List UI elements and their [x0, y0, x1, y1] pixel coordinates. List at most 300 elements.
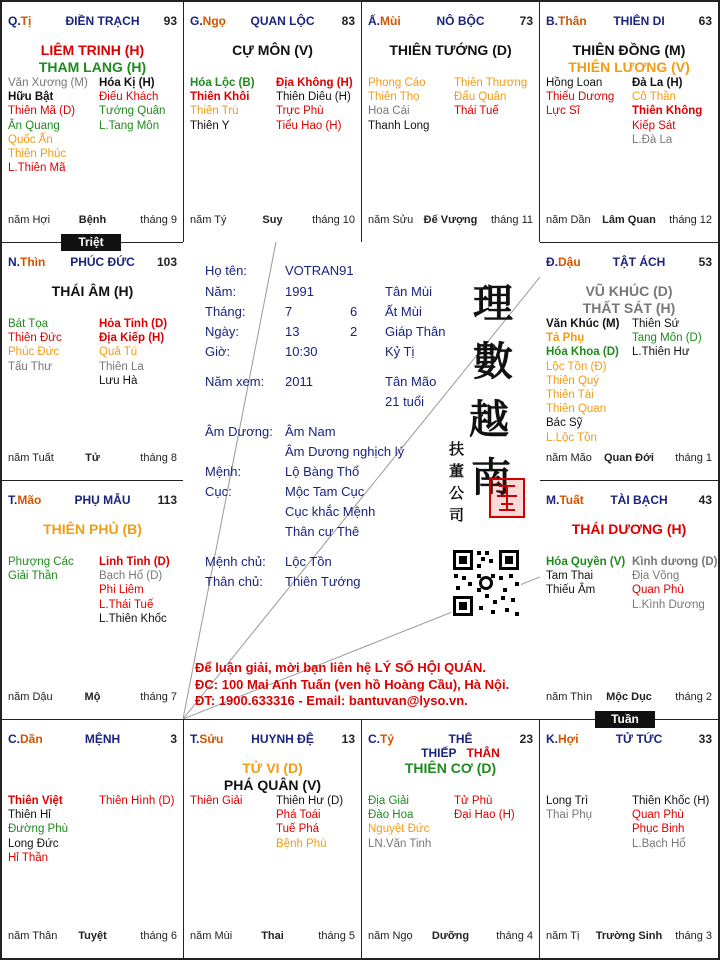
value-thang-am: 6 — [350, 304, 358, 319]
minor-star[interactable]: Thiên Sứ — [632, 318, 680, 330]
palace-number: 13 — [341, 732, 355, 746]
palace-footer — [546, 691, 712, 705]
footer-year: năm Thân — [8, 930, 58, 942]
minor-star[interactable]: Tang Môn (D) — [632, 332, 702, 345]
palace-can: G. — [190, 14, 203, 28]
palace-footer — [546, 452, 712, 466]
palace-header — [8, 14, 177, 30]
footer-stage: Suy — [262, 214, 283, 226]
minor-star[interactable]: Phong Cáo — [368, 77, 426, 89]
palace-mao[interactable] — [1, 480, 184, 720]
calligraphy-char-3: 越 — [469, 396, 509, 443]
minor-star[interactable]: Hữu Bật — [8, 91, 54, 104]
contact-line-2: ĐC: 100 Mai Anh Tuấn (ven hồ Hoàng Cầu), Hà Nội. — [195, 676, 510, 692]
minor-star[interactable]: Bệnh Phù — [276, 837, 327, 850]
palace-house-name: TÀI BẠCH — [610, 493, 668, 507]
palace-number: 113 — [157, 493, 177, 507]
main-star[interactable]: LIÊM TRINH (H) — [40, 42, 145, 58]
footer-year: năm Mùi — [190, 930, 233, 942]
main-star[interactable]: CỰ MÔN (V) — [232, 42, 313, 58]
value-ngay-am: 2 — [350, 324, 358, 339]
minor-star[interactable]: L.Bạch Hổ — [632, 837, 686, 850]
palace-number: 63 — [698, 14, 712, 28]
footer-year: năm Tý — [190, 214, 227, 226]
minor-stars-right — [99, 317, 167, 388]
minor-star[interactable]: Tam Thai — [546, 570, 594, 583]
palace-house-name: PHỤ MẪU — [74, 493, 131, 507]
footer-stage: Trường Sinh — [595, 930, 663, 942]
palace-ti[interactable] — [1, 1, 184, 243]
minor-stars-right — [99, 794, 174, 808]
minor-star[interactable]: Hóa Kị (H) — [99, 77, 155, 89]
palace-tuat[interactable] — [539, 480, 719, 720]
minor-star[interactable]: Thiếu Âm — [546, 584, 596, 597]
palace-ty[interactable] — [361, 719, 540, 959]
minor-star[interactable]: Đẩu Quân — [454, 91, 507, 104]
contact-line-1: Để luận giải, mời bạn liên hệ LÝ SỐ HỘI QUÁN. — [195, 660, 486, 675]
palace-can: N. — [8, 255, 20, 269]
footer-year: năm Mão — [546, 452, 592, 464]
main-star[interactable]: THIÊN TƯỚNG (D) — [389, 42, 512, 58]
palace-chi: Sửu — [199, 732, 224, 746]
minor-star[interactable]: L.Lộc Tồn — [546, 431, 597, 444]
qr-code[interactable] — [451, 548, 521, 618]
label-nam: Năm: — [205, 284, 237, 299]
minor-star[interactable]: Tử Phù — [454, 795, 493, 807]
minor-star[interactable]: Phi Liêm — [99, 584, 144, 597]
palace-can: C. — [8, 732, 20, 746]
minor-star[interactable]: Thiên Y — [190, 119, 230, 132]
footer-stage: Thai — [261, 930, 284, 942]
minor-star[interactable]: Điếu Khách — [99, 91, 159, 104]
minor-stars-left — [8, 76, 88, 175]
minor-star[interactable]: Kình dương (D) — [632, 556, 718, 568]
minor-star[interactable]: Bạch Hổ (D) — [99, 570, 163, 583]
minor-star[interactable]: Đào Hoa — [368, 809, 414, 822]
triet-badge: Triệt — [61, 234, 121, 251]
label-ho-ten: Họ tên: — [205, 263, 247, 278]
minor-star[interactable]: Đà La (H) — [632, 77, 683, 89]
palace-house-name: PHÚC ĐỨC — [70, 255, 135, 269]
minor-stars-left — [8, 317, 62, 374]
palace-can: C. — [368, 732, 380, 746]
palace-can: T. — [190, 732, 200, 746]
palace-header — [368, 14, 533, 30]
palace-chi: Mùi — [380, 14, 401, 28]
footer-stage: Tử — [85, 452, 100, 464]
minor-stars-right — [632, 76, 702, 147]
calligraphy-char-4: 南 — [471, 454, 511, 501]
value-nam: 1991 — [285, 284, 314, 299]
palace-number: 23 — [519, 732, 533, 746]
label-menh: Mệnh: — [205, 464, 242, 479]
value-ngay: 13 — [285, 324, 300, 339]
palace-header — [190, 732, 355, 748]
palace-number: 33 — [698, 732, 712, 746]
footer-month: tháng 9 — [140, 214, 177, 226]
minor-star[interactable]: Quốc Ấn — [8, 133, 53, 146]
minor-star[interactable]: Hỏa Tinh (D) — [99, 318, 168, 330]
value-gio-can: Kỷ Tị — [385, 344, 415, 359]
minor-star[interactable]: Thái Tuế — [454, 105, 499, 118]
footer-year: năm Dậu — [8, 691, 53, 703]
value-menh-chu: Lộc Tồn — [285, 554, 332, 569]
minor-star[interactable]: L.Tang Môn — [99, 119, 160, 132]
footer-month: tháng 12 — [669, 214, 712, 226]
palace-dau[interactable] — [539, 242, 719, 481]
footer-year: năm Thìn — [546, 691, 593, 703]
footer-month: tháng 2 — [675, 691, 712, 703]
minor-star[interactable]: Hồng Loan — [546, 77, 603, 89]
minor-star[interactable]: Giải Thần — [8, 570, 58, 583]
minor-star[interactable]: L.Kình Dương — [632, 598, 705, 611]
minor-star[interactable]: Tướng Quân — [99, 105, 166, 118]
minor-star[interactable]: Thiên Hỉ — [8, 809, 51, 822]
minor-stars-right — [632, 317, 702, 360]
minor-star[interactable]: Long Trì — [546, 795, 589, 807]
small-char-3: 公 — [449, 484, 465, 502]
value-cuc: Mộc Tam Cục — [285, 484, 365, 499]
minor-star[interactable]: Hóa Lộc (B) — [190, 77, 255, 89]
minor-star[interactable]: L.Thái Tuế — [99, 598, 154, 611]
minor-star[interactable]: L.Thiên Hư — [632, 346, 690, 359]
palace-house-name: HUYNH ĐỆ — [251, 732, 314, 746]
minor-star[interactable]: Hoa Cái — [368, 105, 410, 118]
contact-block — [195, 660, 509, 710]
palace-chi: Dần — [20, 732, 43, 746]
main-star[interactable]: THIÊN CƠ (D) — [404, 760, 497, 776]
palace-footer — [190, 214, 355, 228]
than-tag: THÂN — [466, 746, 500, 760]
minor-star[interactable]: Quả Tú — [99, 346, 138, 359]
palace-footer — [8, 691, 177, 705]
seal-glyph — [491, 480, 523, 516]
palace-dan[interactable] — [1, 719, 184, 959]
small-char-1: 扶 — [449, 440, 465, 458]
palace-number: 83 — [341, 14, 355, 28]
small-char-2: 董 — [449, 462, 465, 480]
label-nam-xem: Năm xem: — [205, 374, 265, 389]
palace-footer — [8, 452, 177, 466]
red-seal-stamp — [489, 478, 525, 518]
palace-chi: Mão — [17, 493, 42, 507]
minor-star[interactable]: Bát Tọa — [8, 318, 49, 330]
palace-header — [8, 493, 177, 509]
minor-star[interactable]: Bác Sỹ — [546, 417, 583, 430]
minor-star[interactable]: Tuế Phá — [276, 823, 320, 836]
footer-stage: Dưỡng — [431, 930, 470, 942]
footer-stage: Mộ — [84, 691, 101, 703]
minor-stars-left — [8, 794, 68, 865]
palace-number: 103 — [156, 255, 177, 269]
palace-header — [368, 732, 533, 760]
minor-star[interactable]: L.Thiên Mã — [8, 162, 66, 175]
value-thang-can: Ất Mùi — [385, 304, 422, 319]
palace-house-label: THÊ THIẾP — [421, 732, 473, 760]
palace-chi: Tuất — [559, 493, 584, 507]
minor-star[interactable]: Kiếp Sát — [632, 119, 676, 132]
palace-thin[interactable] — [1, 242, 184, 481]
value-menh: Lộ Bàng Thổ — [285, 464, 360, 479]
palace-can: Q. — [8, 14, 21, 28]
footer-year: năm Tị — [546, 930, 580, 942]
palace-footer — [546, 214, 712, 228]
minor-star[interactable]: Địa Kiếp (H) — [99, 332, 165, 345]
tuan-badge: Tuần — [595, 711, 655, 728]
palace-chi: Thìn — [20, 255, 46, 269]
contact-line-3[interactable]: ĐT: 1900.633316 - Email: bantuvan@lyso.vn. — [195, 693, 468, 708]
minor-star[interactable]: Thiên Mã (D) — [8, 105, 76, 118]
minor-stars-right — [276, 76, 353, 133]
palace-footer — [190, 930, 355, 944]
footer-month: tháng 11 — [490, 214, 533, 226]
palace-number: 73 — [519, 14, 533, 28]
palace-footer — [8, 214, 177, 228]
value-cuc-2: Cục khắc Mệnh — [285, 504, 376, 519]
minor-star[interactable]: Đại Hao (H) — [454, 809, 515, 822]
footer-month: tháng 5 — [318, 930, 355, 942]
small-char-4: 司 — [449, 506, 465, 524]
minor-stars-left — [546, 76, 614, 119]
palace-header — [546, 14, 712, 30]
footer-stage: Đế Vượng — [423, 214, 478, 226]
palace-can: K. — [546, 732, 558, 746]
footer-year: năm Ngọ — [368, 930, 413, 942]
minor-star[interactable]: Thiên Khôi — [190, 91, 250, 104]
minor-star[interactable]: Thiên Đức — [8, 332, 62, 345]
value-than-chu: Thiên Tướng — [285, 574, 361, 589]
minor-stars-left — [368, 76, 429, 133]
footer-month: tháng 6 — [140, 930, 177, 942]
main-star[interactable]: TỬ VI (D) — [242, 760, 303, 776]
palace-header — [546, 732, 712, 748]
minor-star[interactable]: Thiên Quý — [546, 374, 600, 387]
palace-number: 43 — [698, 493, 712, 507]
minor-star[interactable]: Thai Phụ — [546, 809, 593, 822]
minor-stars-left — [546, 317, 619, 445]
palace-house-name: NÔ BỘC — [436, 14, 485, 28]
calligraphy-char-2: 數 — [473, 338, 513, 385]
palace-header — [546, 493, 712, 509]
minor-star[interactable]: Thiên Khốc (H) — [632, 795, 710, 807]
minor-star[interactable]: Tả Phụ — [546, 332, 585, 345]
minor-star[interactable]: Văn Khúc (M) — [546, 318, 620, 330]
minor-star[interactable]: Cô Thần — [632, 91, 676, 104]
minor-star[interactable]: Quan Phù — [632, 809, 684, 822]
minor-star[interactable]: Phượng Các — [8, 556, 74, 568]
footer-month: tháng 1 — [675, 452, 712, 464]
minor-stars-right — [276, 794, 343, 851]
minor-star[interactable]: Thiên Giải — [190, 795, 243, 807]
label-ngay: Ngày: — [205, 324, 239, 339]
palace-header — [190, 14, 355, 30]
palace-hoi[interactable] — [539, 719, 719, 959]
main-star[interactable]: THẤT SÁT (H) — [582, 300, 676, 316]
minor-star[interactable]: Thiên Thọ — [368, 91, 420, 104]
minor-star[interactable]: L.Thiên Khốc — [99, 612, 167, 625]
minor-star[interactable]: Lộc Tồn (Đ) — [546, 360, 607, 373]
palace-can: Đ. — [546, 255, 558, 269]
palace-chi: Thân — [558, 14, 587, 28]
minor-stars-right — [454, 794, 515, 822]
minor-star[interactable]: Thiên Trù — [190, 105, 239, 118]
palace-chi: Hợi — [558, 732, 579, 746]
palace-house-name: THIÊN DI — [613, 14, 665, 28]
minor-star[interactable]: Hóa Khoa (D) — [546, 346, 619, 359]
minor-stars-right — [99, 76, 165, 133]
label-thang: Tháng: — [205, 304, 246, 319]
palace-chi: Ngọ — [202, 14, 226, 28]
minor-star[interactable]: Hóa Quyền (V) — [546, 556, 626, 568]
footer-stage: Quan Đới — [604, 452, 654, 464]
minor-star[interactable]: Địa Giải — [368, 795, 409, 807]
minor-stars-left — [546, 794, 592, 822]
label-am-duong: Âm Dương: — [205, 424, 273, 439]
palace-house-name: TỬ TỨC — [615, 732, 663, 746]
palace-number: 53 — [698, 255, 712, 269]
palace-house-name — [418, 732, 503, 760]
minor-star[interactable]: Thiên Việt — [8, 795, 63, 807]
minor-star[interactable]: Phúc Đức — [8, 346, 60, 359]
palace-house-name: QUAN LỘC — [250, 14, 315, 28]
main-star[interactable]: PHÁ QUÂN (V) — [223, 777, 322, 793]
palace-chi: Tý — [380, 732, 395, 746]
value-nam-xem-can: Tân Mão — [385, 374, 437, 389]
label-menh-chu: Mệnh chủ: — [205, 554, 266, 569]
main-star[interactable]: THAM LANG (H) — [38, 59, 147, 75]
minor-star[interactable]: Thiên Quan — [546, 403, 607, 416]
palace-than[interactable] — [539, 1, 719, 243]
value-gio: 10:30 — [285, 344, 318, 359]
value-nam-can: Tân Mùi — [385, 284, 432, 299]
minor-star[interactable]: Thiên Hình (D) — [99, 795, 175, 807]
minor-stars-left — [546, 555, 625, 598]
minor-star[interactable]: Địa Không (H) — [276, 77, 353, 89]
palace-footer — [546, 930, 712, 944]
minor-stars-left — [190, 794, 242, 808]
palace-suu[interactable] — [183, 719, 362, 959]
minor-star[interactable]: Ân Quang — [8, 119, 60, 132]
palace-chi: Tị — [20, 14, 32, 28]
footer-year: năm Tuất — [8, 452, 54, 464]
palace-chi: Dậu — [558, 255, 581, 269]
minor-star[interactable]: Lực Sĩ — [546, 105, 580, 118]
footer-year: năm Sửu — [368, 214, 414, 226]
palace-can: T. — [8, 493, 18, 507]
center-info-panel — [183, 242, 540, 719]
minor-star[interactable]: Địa Võng — [632, 570, 680, 583]
footer-year: năm Hợi — [8, 214, 51, 226]
palace-header — [8, 255, 177, 271]
minor-star[interactable]: Thiếu Dương — [546, 91, 615, 104]
minor-star[interactable]: Phá Toái — [276, 809, 321, 822]
palace-footer — [368, 214, 533, 228]
minor-star[interactable]: L.Đà La — [632, 133, 673, 146]
minor-star[interactable]: Trực Phù — [276, 105, 324, 118]
palace-number: 93 — [163, 14, 177, 28]
minor-star[interactable]: Thiên Thương — [454, 77, 528, 89]
minor-star[interactable]: Thanh Long — [368, 119, 430, 132]
palace-mui[interactable] — [361, 1, 540, 243]
label-cuc: Cục: — [205, 484, 232, 499]
value-tuoi: 21 tuổi — [385, 394, 425, 409]
calligraphy-char-1: 理 — [473, 280, 513, 327]
minor-star[interactable]: Long Đức — [8, 837, 59, 850]
minor-star[interactable]: Đường Phù — [8, 823, 68, 836]
value-am-duong-2: Âm Dương nghịch lý — [285, 444, 405, 459]
palace-header — [8, 732, 177, 748]
palace-can: Ấ. — [368, 14, 380, 28]
label-gio: Giờ: — [205, 344, 231, 359]
footer-month: tháng 3 — [675, 930, 712, 942]
value-thang: 7 — [285, 304, 293, 319]
palace-house-name: TẬT ÁCH — [612, 255, 666, 269]
palace-header — [546, 255, 712, 271]
minor-star[interactable]: Quan Phù — [632, 584, 684, 597]
footer-stage: Mộc Dục — [606, 691, 652, 703]
footer-stage: Bệnh — [78, 214, 107, 226]
palace-can: M. — [546, 493, 560, 507]
value-nam-xem: 2011 — [285, 374, 313, 389]
minor-star[interactable]: Nguyệt Đức — [368, 823, 430, 836]
footer-stage: Lâm Quan — [602, 214, 656, 226]
palace-footer — [8, 930, 177, 944]
footer-month: tháng 8 — [140, 452, 177, 464]
minor-star[interactable]: Tiểu Hao (H) — [276, 119, 342, 132]
palace-footer — [368, 930, 533, 944]
value-cuc-3: Thân cư Thê — [285, 524, 360, 539]
minor-star[interactable]: Thiên Diêu (H) — [276, 91, 351, 104]
main-star[interactable]: THÁI DƯƠNG (H) — [571, 521, 687, 537]
main-star[interactable]: VŨ KHÚC (D) — [585, 283, 673, 299]
minor-star[interactable]: Thiên Hư (D) — [276, 795, 344, 807]
minor-star[interactable]: Thiên Không — [632, 105, 703, 118]
value-am-duong: Âm Nam — [285, 424, 336, 439]
minor-star[interactable]: Thiên Phúc — [8, 148, 67, 161]
minor-stars-left — [8, 555, 74, 583]
footer-month: tháng 4 — [496, 930, 533, 942]
minor-star[interactable]: Thiên La — [99, 360, 144, 373]
minor-star[interactable]: Linh Tinh (D) — [99, 556, 170, 568]
main-star[interactable]: THÁI ÂM (H) — [51, 283, 134, 299]
minor-star[interactable]: Lưu Hà — [99, 374, 138, 387]
main-star[interactable]: THIÊN ĐỒNG (M) — [572, 42, 686, 58]
palace-house-name: MỆNH — [84, 732, 121, 746]
minor-stars-right — [454, 76, 527, 119]
value-ngay-can: Giáp Thân — [385, 324, 446, 339]
minor-star[interactable]: Thiên Tài — [546, 389, 594, 402]
palace-house-name: ĐIỀN TRẠCH — [65, 14, 140, 28]
value-ho-ten: VOTRAN91 — [285, 263, 354, 278]
minor-star[interactable]: Hỉ Thần — [8, 851, 49, 864]
footer-month: tháng 7 — [140, 691, 177, 703]
palace-ngo[interactable] — [183, 1, 362, 243]
label-than-chu: Thân chủ: — [205, 574, 263, 589]
main-star[interactable]: THIÊN PHỦ (B) — [43, 521, 142, 537]
minor-stars-right — [632, 555, 717, 612]
minor-stars-left — [190, 76, 255, 133]
minor-star[interactable]: Phục Binh — [632, 823, 685, 836]
footer-stage: Tuyệt — [78, 930, 107, 942]
minor-star[interactable]: Tấu Thư — [8, 360, 52, 373]
palace-number: 3 — [170, 732, 177, 746]
footer-year: năm Dần — [546, 214, 591, 226]
minor-stars-left — [368, 794, 431, 851]
palace-can: B. — [546, 14, 558, 28]
main-star[interactable]: THIÊN LƯƠNG (V) — [568, 59, 690, 75]
minor-star[interactable]: Văn Xương (M) — [8, 77, 88, 89]
minor-star[interactable]: LN.Văn Tinh — [368, 837, 432, 850]
